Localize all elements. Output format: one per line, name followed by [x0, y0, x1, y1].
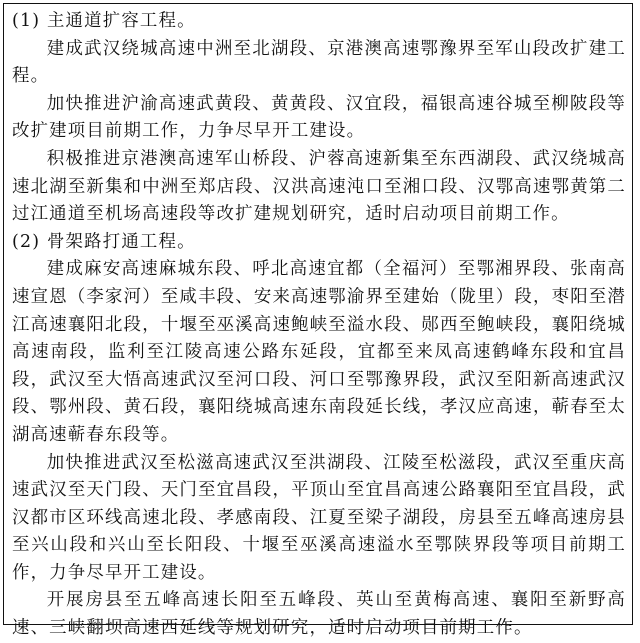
- section-1-heading: (1) 主通道扩容工程。: [12, 11, 196, 31]
- section-1-paragraph-1: 建成武汉绕城高速中洲至北湖段、京港澳高速鄂豫界至军山段改扩建工程。: [12, 38, 626, 87]
- section-2-heading: (2) 骨架路打通工程。: [12, 231, 196, 252]
- section-1-paragraph-3: 积极推进京港澳高速军山桥段、沪蓉高速新集至东西湖段、武汉绕城高速北湖至新集和中洲至郑店段、汉洪高速沌口至湘口段、汉鄂高速鄂黄第二过江通道至机场高速段等改扩建规划研究，适时启动项目前期工作。: [12, 148, 626, 225]
- section-2-paragraph-3: 开展房县至五峰高速长阳至五峰段、英山至黄梅高速、襄阳至新野高速、三峡翻坝高速西延线等规划研究，适时启动项目前期工作。: [12, 590, 626, 639]
- section-1-paragraph-2: 加快推进沪渝高速武黄段、黄黄段、汉宜段，福银高速谷城至柳陂段等改扩建项目前期工作，力争尽早开工建设。: [12, 93, 626, 142]
- document-box: [3, 3, 633, 639]
- section-2-paragraph-2: 加快推进武汉至松滋高速武汉至洪湖段、江陵至松滋段，武汉至重庆高速武汉至天门段、天门至宜昌段，平顶山至宜昌高速公路襄阳至宜昌段，武汉都市区环线高速北段、孝感南段、江夏至梁子湖段，房县至五峰高速房县至兴山段和兴山至长阳段、十堰至巫溪高速溢水至鄂陕界段等项目前期工作，力争尽早开工建设。: [12, 452, 626, 583]
- section-2-paragraph-1: 建成麻安高速麻城东段、呼北高速宜都（全福河）至鄂湘界段、张南高速宣恩（李家河）至咸丰段、安来高速鄂渝界至建始（陇里）段，枣阳至潜江高速襄阳北段，十堰至巫溪高速鲍峡至溢水段、郧西至鲍峡段，襄阳绕城高速南段，监利至江陵高速公路东延段，宜都至来凤高速鹤峰东段和宜昌段，武汉至大悟高速武汉至河口段、河口至鄂豫界段，武汉至阳新高速武汉段、鄂州段、黄石段，襄阳绕城高速东南段延长线，孝汉应高速，蕲春至太湖高速蕲春东段等。: [12, 259, 626, 445]
